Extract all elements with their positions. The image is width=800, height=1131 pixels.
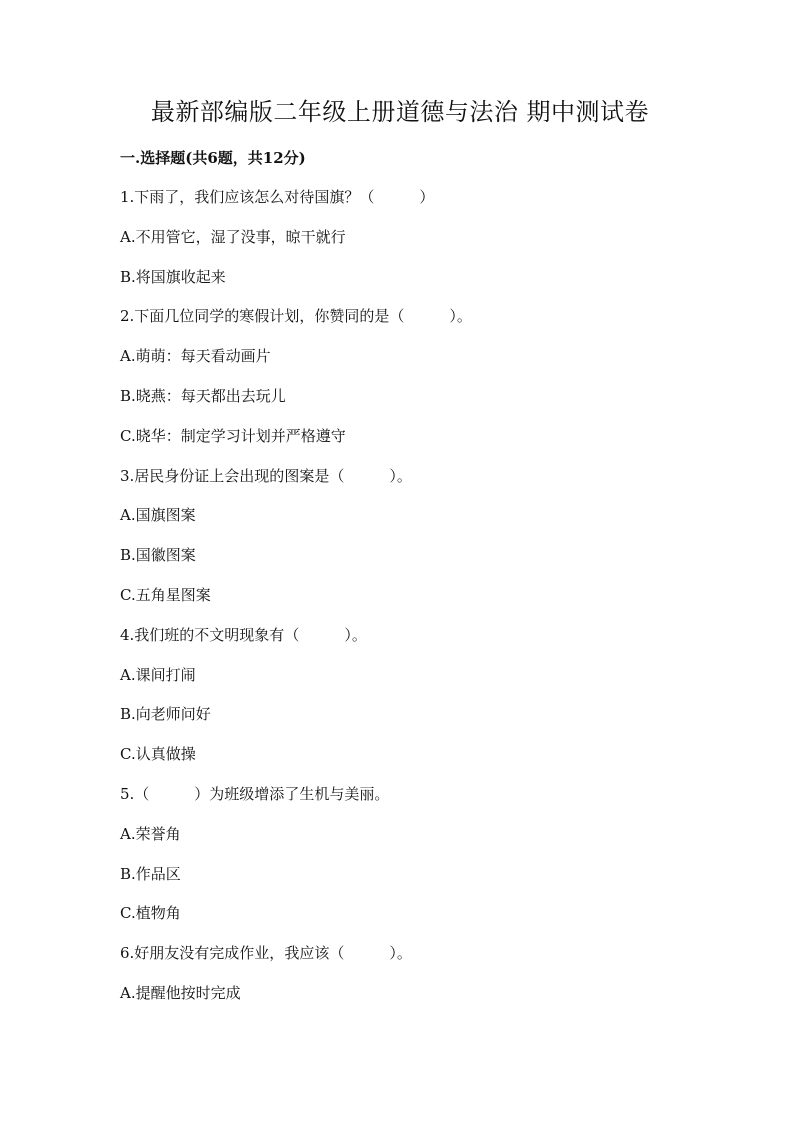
question-6-option-a: A.提醒他按时完成 <box>120 983 241 1002</box>
question-4-option-c: C.认真做操 <box>120 745 196 764</box>
question-list <box>120 183 720 1019</box>
question-3-option-a: A.国旗图案 <box>120 506 196 525</box>
question-4: 4.我们班的不文明现象有（ ）。 <box>120 625 367 644</box>
question-5-option-b: B.作品区 <box>120 864 181 883</box>
question-3: 3.居民身份证上会出现的图案是（ ）。 <box>120 466 412 485</box>
question-4-option-b: B.向老师问好 <box>120 705 211 724</box>
question-2-option-a: A.萌萌：每天看动画片 <box>120 347 271 366</box>
question-2-option-b: B.晓燕：每天都出去玩儿 <box>120 386 286 405</box>
section-heading: 一.选择题(共6题，共12分) <box>120 149 306 167</box>
question-1: 1.下雨了，我们应该怎么对待国旗？（ ） <box>120 188 435 206</box>
page-title: 最新部编版二年级上册道德与法治 期中测试卷 <box>150 98 650 126</box>
question-4-option-a: A.课间打闹 <box>120 665 196 684</box>
question-1-option-a: A.不用管它，湿了没事，晾干就行 <box>120 227 346 246</box>
question-2: 2.下面几位同学的寒假计划，你赞同的是（ ）。 <box>120 307 472 326</box>
question-1-option-b: B.将国旗收起来 <box>120 267 226 286</box>
question-3-option-c: C.五角星图案 <box>120 585 211 604</box>
question-6: 6.好朋友没有完成作业，我应该（ ）。 <box>120 944 412 963</box>
question-5-option-a: A.荣誉角 <box>120 824 181 843</box>
question-2-option-c: C.晓华：制定学习计划并严格遵守 <box>120 426 346 445</box>
question-5: 5.（ ）为班级增添了生机与美丽。 <box>120 784 390 803</box>
question-5-option-c: C.植物角 <box>120 904 181 923</box>
question-3-option-b: B.国徽图案 <box>120 546 196 565</box>
